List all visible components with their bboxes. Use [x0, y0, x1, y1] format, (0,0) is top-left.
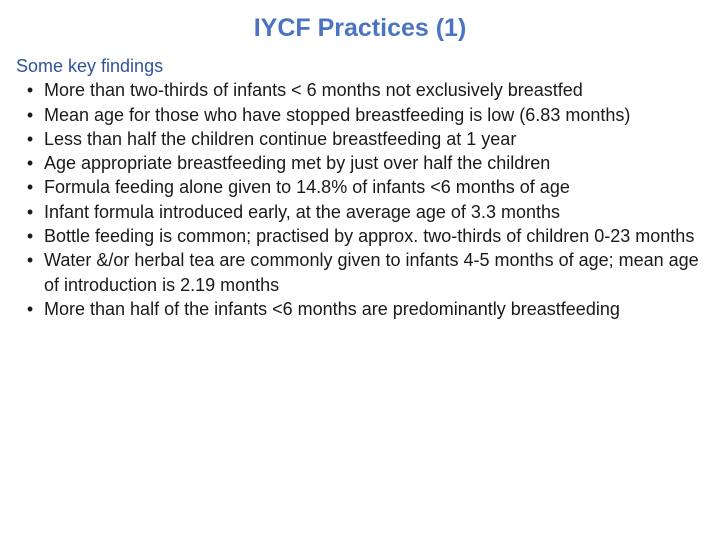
bullet-icon: • — [26, 80, 34, 101]
slide-content — [16, 54, 710, 321]
finding-text: More than two-thirds of infants < 6 months not exclusively breastfed — [44, 80, 583, 101]
bullet-icon: • — [26, 250, 34, 271]
bullet-icon: • — [26, 226, 34, 247]
list-item — [16, 175, 710, 199]
finding-text: Infant formula introduced early, at the average age of 3.3 months — [44, 201, 560, 222]
finding-text: Water &/or herbal tea are commonly given to infants 4-5 months of age; mean age of introduction is 2.19 months — [44, 250, 699, 295]
findings-list — [16, 78, 710, 321]
list-item — [16, 151, 710, 175]
list-item — [16, 127, 710, 151]
finding-text: Mean age for those who have stopped breastfeeding is low (6.83 months) — [44, 104, 631, 125]
list-item — [16, 248, 710, 297]
list-item — [16, 103, 710, 127]
finding-text: Age appropriate breastfeeding met by just over half the children — [44, 153, 551, 174]
list-item — [16, 200, 710, 224]
bullet-icon: • — [26, 201, 34, 222]
bullet-icon: • — [26, 104, 34, 125]
finding-text: Formula feeding alone given to 14.8% of infants <6 months of age — [44, 177, 570, 198]
slide-title: IYCF Practices (1) — [253, 14, 467, 42]
bullet-icon: • — [26, 298, 34, 319]
bullet-icon: • — [26, 128, 34, 149]
list-item — [16, 297, 710, 321]
slide-subtitle: Some key findings — [16, 56, 164, 76]
finding-text: Less than half the children continue breastfeeding at 1 year — [44, 128, 517, 149]
bullet-icon: • — [26, 153, 34, 174]
list-item — [16, 78, 710, 102]
finding-text: Bottle feeding is common; practised by approx. two-thirds of children 0-23 months — [44, 226, 695, 247]
list-item — [16, 224, 710, 248]
bullet-icon: • — [26, 177, 34, 198]
finding-text: More than half of the infants <6 months are predominantly breastfeeding — [44, 298, 620, 319]
